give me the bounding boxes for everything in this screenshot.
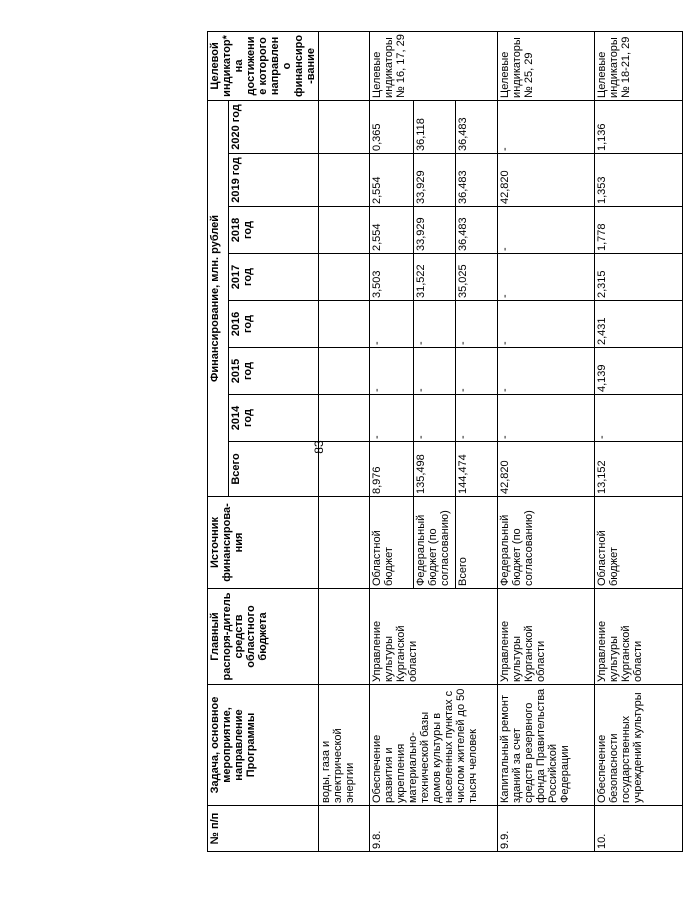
row-year-cell: - xyxy=(456,348,498,395)
row-year-cell: - xyxy=(414,301,456,348)
header-year-2020: 2020 год xyxy=(228,100,318,153)
row-year-cell xyxy=(319,301,370,348)
row-num: 9.9. xyxy=(498,806,595,852)
header-num: № п/п xyxy=(208,806,319,852)
row-year-cell: 2,554 xyxy=(370,207,414,254)
row-target xyxy=(319,31,370,100)
row-year-cell: 35,025 xyxy=(456,254,498,301)
row-year-cell: - xyxy=(498,254,595,301)
header-year-2015: 2015 год xyxy=(228,348,318,395)
row-num xyxy=(319,806,370,852)
row-year-cell: 36,483 xyxy=(456,154,498,207)
header-row-1 xyxy=(208,31,229,851)
row-manager: Управление культуры Курганской области xyxy=(498,589,595,685)
row-source: Областной бюджет xyxy=(370,497,414,589)
rotated-table-container xyxy=(207,32,644,852)
row-year-cell: - xyxy=(370,348,414,395)
row-year-cell: 36,118 xyxy=(414,100,456,153)
table-row xyxy=(595,31,683,851)
row-year-cell xyxy=(319,254,370,301)
row-year-cell: 33,929 xyxy=(414,207,456,254)
row-source xyxy=(319,497,370,589)
header-source: Источник финансирова-ния xyxy=(208,497,319,589)
row-year-cell: 31,522 xyxy=(414,254,456,301)
row-source: Федеральный бюджет (по согласованию) xyxy=(414,497,456,589)
row-year-cell: 2,431 xyxy=(595,301,683,348)
row-year-cell: - xyxy=(414,395,456,442)
row-year-cell: - xyxy=(456,301,498,348)
row-year-cell: 36,483 xyxy=(456,100,498,153)
row-manager: Управление культуры Курганской области xyxy=(370,589,498,685)
row-year-cell xyxy=(319,207,370,254)
row-task: Капитальный ремонт зданий за счет средств резервного фонда Правительства Российской Федерации xyxy=(498,685,595,806)
row-year-cell: 42,820 xyxy=(498,154,595,207)
row-target: Целевые индикаторы № 25, 29 xyxy=(498,31,595,100)
header-total: Всего xyxy=(228,442,318,497)
row-year-cell: - xyxy=(595,395,683,442)
row-num: 10. xyxy=(595,806,683,852)
row-target: Целевые индикаторы № 18-21, 29 xyxy=(595,31,683,100)
header-manager: Главный распоря-дитель средств областного бюджета xyxy=(208,589,319,685)
header-year-2016: 2016 год xyxy=(228,301,318,348)
row-total xyxy=(319,442,370,497)
row-target: Целевые индикаторы № 16, 17, 29 xyxy=(370,31,498,100)
row-year-cell: - xyxy=(498,100,595,153)
row-year-cell xyxy=(319,395,370,442)
row-year-cell: - xyxy=(456,395,498,442)
header-year-2014: 2014 год xyxy=(228,395,318,442)
row-year-cell: - xyxy=(498,301,595,348)
row-total: 42,820 xyxy=(498,442,595,497)
row-year-cell: 3,503 xyxy=(370,254,414,301)
row-source: Всего xyxy=(456,497,498,589)
row-year-cell: 2,554 xyxy=(370,154,414,207)
header-year-2019: 2019 год xyxy=(228,154,318,207)
row-source: Федеральный бюджет (по согласованию) xyxy=(498,497,595,589)
row-source: Областной бюджет xyxy=(595,497,683,589)
row-year-cell xyxy=(319,100,370,153)
row-year-cell: 0,365 xyxy=(370,100,414,153)
header-target: Целевой индикатор* на достижение которого направлено финансиро-вание xyxy=(208,31,319,100)
row-year-cell: 4,139 xyxy=(595,348,683,395)
row-year-cell xyxy=(319,154,370,207)
row-num: 9.8. xyxy=(370,806,498,852)
row-year-cell: - xyxy=(414,348,456,395)
table-row xyxy=(370,31,414,851)
row-year-cell: 1,136 xyxy=(595,100,683,153)
row-total: 144,474 xyxy=(456,442,498,497)
page-number: 83 xyxy=(312,440,326,454)
header-year-2017: 2017 год xyxy=(228,254,318,301)
row-year-cell: 36,483 xyxy=(456,207,498,254)
row-total: 13,152 xyxy=(595,442,683,497)
row-year-cell: - xyxy=(498,348,595,395)
table-row xyxy=(498,31,595,851)
financing-table xyxy=(207,31,683,852)
row-task: Обеспечение развития и укрепления материально-технической базы домов культуры в населенных пунктах с числом жителей до 50 тысяч человек xyxy=(370,685,498,806)
row-year-cell: 1,778 xyxy=(595,207,683,254)
row-year-cell: 2,315 xyxy=(595,254,683,301)
row-year-cell: - xyxy=(498,207,595,254)
row-year-cell: - xyxy=(370,301,414,348)
row-year-cell: 1,353 xyxy=(595,154,683,207)
row-task: воды, газа и электрической энергии xyxy=(319,685,370,806)
header-task: Задача, основное мероприятие, направление Программы xyxy=(208,685,319,806)
row-manager: Управление культуры Курганской области xyxy=(595,589,683,685)
row-task: Обеспечение безопасности государственных учреждений культуры xyxy=(595,685,683,806)
row-total: 8,976 xyxy=(370,442,414,497)
row-year-cell: - xyxy=(370,395,414,442)
header-year-2018: 2018 год xyxy=(228,207,318,254)
table-row xyxy=(319,31,370,851)
row-manager xyxy=(319,589,370,685)
row-total: 135,498 xyxy=(414,442,456,497)
header-financing: Финансирование, млн. рублей xyxy=(208,100,229,496)
row-year-cell: - xyxy=(498,395,595,442)
row-year-cell: 33,929 xyxy=(414,154,456,207)
row-year-cell xyxy=(319,348,370,395)
